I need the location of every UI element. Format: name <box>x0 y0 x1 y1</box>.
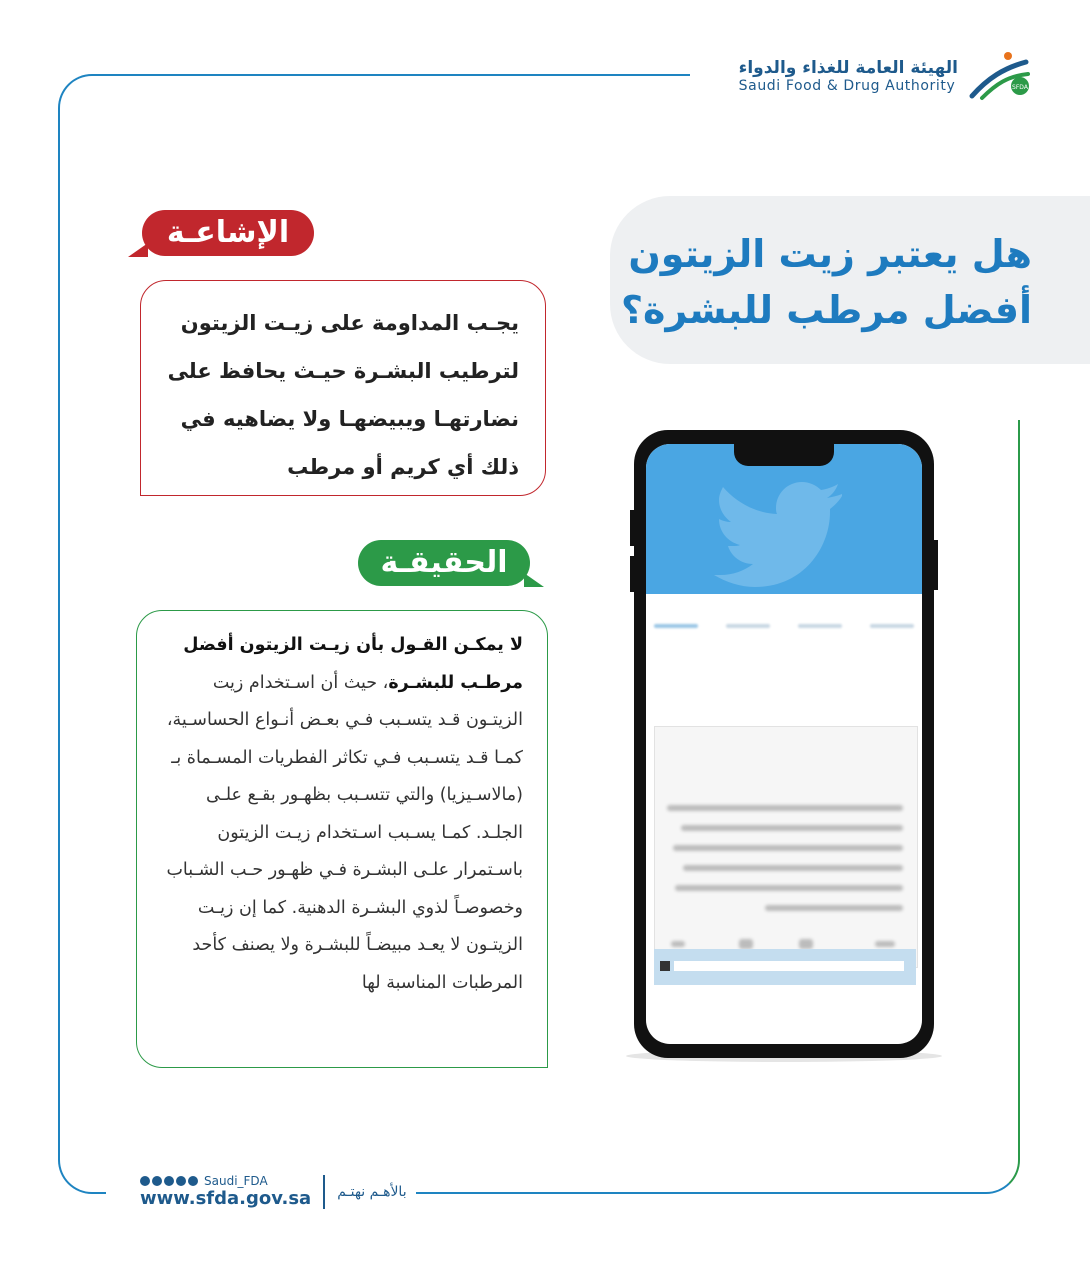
logo-name-en: Saudi Food & Drug Authority <box>738 78 956 94</box>
blurred-text-line <box>683 865 903 871</box>
blurred-action-icon <box>875 941 895 947</box>
snapchat-social-icon[interactable] <box>176 1176 186 1186</box>
title-line-2: أفضل مرطب للبشرة؟ <box>621 288 1032 332</box>
tab-placeholder <box>798 624 842 628</box>
rumor-tag-tail <box>128 243 148 257</box>
rumor-tag <box>142 210 314 256</box>
twitter-header <box>646 444 922 594</box>
logo-name-ar: الهيئة العامة للغذاء والدواء <box>738 58 958 78</box>
fact-bubble <box>136 610 548 1068</box>
blurred-text-line <box>765 905 903 911</box>
fact-tag-label: الحقيقـة <box>380 545 508 580</box>
rumor-text: يجـب المداومة على زيـت الزيتون لترطيب البشـرة حيـث يحافظ على نضارتهـا ويبيضهـا ولا يضاهيه في ذلك أي كريم أو مرطب <box>167 311 519 479</box>
rumor-tag-label: الإشاعـة <box>166 215 290 250</box>
blurred-text-line <box>667 805 903 811</box>
youtube-social-icon[interactable] <box>164 1176 174 1186</box>
fact-tag <box>358 540 530 586</box>
blurred-action-icon <box>671 941 685 947</box>
blurred-text-line <box>675 885 903 891</box>
compose-avatar <box>660 961 670 971</box>
tab-placeholder <box>654 624 698 628</box>
footer-slogan: بالأهـم نهتـم <box>337 1183 407 1200</box>
phone-volume-button <box>630 510 634 546</box>
tab-placeholder <box>870 624 914 628</box>
fact-bold-text: لا يمكـن القـول بأن زيـت الزيتون أفضل مرطـب للبشـرة <box>183 635 523 693</box>
tweet-compose-input <box>674 961 904 971</box>
blurred-text-line <box>673 845 903 851</box>
footer <box>140 1174 407 1209</box>
logo-text <box>739 58 958 94</box>
facebook-social-icon[interactable] <box>188 1176 198 1186</box>
title-line-1: هل يعتبر زيت الزيتون <box>628 232 1032 276</box>
social-handle[interactable]: Saudi_FDA <box>204 1174 268 1188</box>
blurred-action-icon <box>739 939 753 949</box>
instagram-social-icon[interactable] <box>152 1176 162 1186</box>
twitter-tabs <box>646 624 922 628</box>
tweet-compose-bar <box>654 949 916 985</box>
twitter-bird-icon <box>646 444 922 594</box>
page-title <box>592 226 1032 338</box>
phone-volume-button-2 <box>630 556 634 592</box>
phone-notch <box>734 444 834 466</box>
fact-body-text: ، حيث أن اسـتخدام زيت الزيتـون قـد يتسـبب فـي بعـض أنـواع الحساسـية، كمـا قـد يتسـبب فـي تكاثر الفطريات المسـماة بـ (مالاسـيزيا) والتي تتسـبب بظهـور بقـع علـى الجلـد. كمـا يسـبب اسـتخدام زيـت الزيتون باسـتمرار علـى البشـرة فـي ظهـور حـب الشـباب وخصوصـاً لذوي البشـرة الدهنية. كما إن زيـت الزيتـون لا يعـد مبيضـاً للبشـرة ولا يصنف كأحد المرطبات المناسبة لها <box>166 672 523 993</box>
tweet-card <box>654 726 918 968</box>
sfda-badge-text: SFDA <box>1012 84 1028 91</box>
fact-tag-tail <box>524 573 544 587</box>
website-link[interactable]: www.sfda.gov.sa <box>140 1188 312 1209</box>
twitter-social-icon[interactable] <box>140 1176 150 1186</box>
footer-contact <box>140 1174 311 1209</box>
phone-illustration <box>634 430 934 1058</box>
social-links <box>140 1174 311 1188</box>
phone-screen <box>646 444 922 1044</box>
rumor-bubble <box>140 280 546 496</box>
phone-power-button <box>934 540 938 590</box>
tab-placeholder <box>726 624 770 628</box>
blurred-action-icon <box>799 939 813 949</box>
fact-text <box>161 627 523 1002</box>
footer-divider <box>323 1175 325 1209</box>
blurred-text-line <box>681 825 903 831</box>
sfda-logo <box>739 48 1032 104</box>
sfda-emblem-icon <box>968 48 1032 104</box>
